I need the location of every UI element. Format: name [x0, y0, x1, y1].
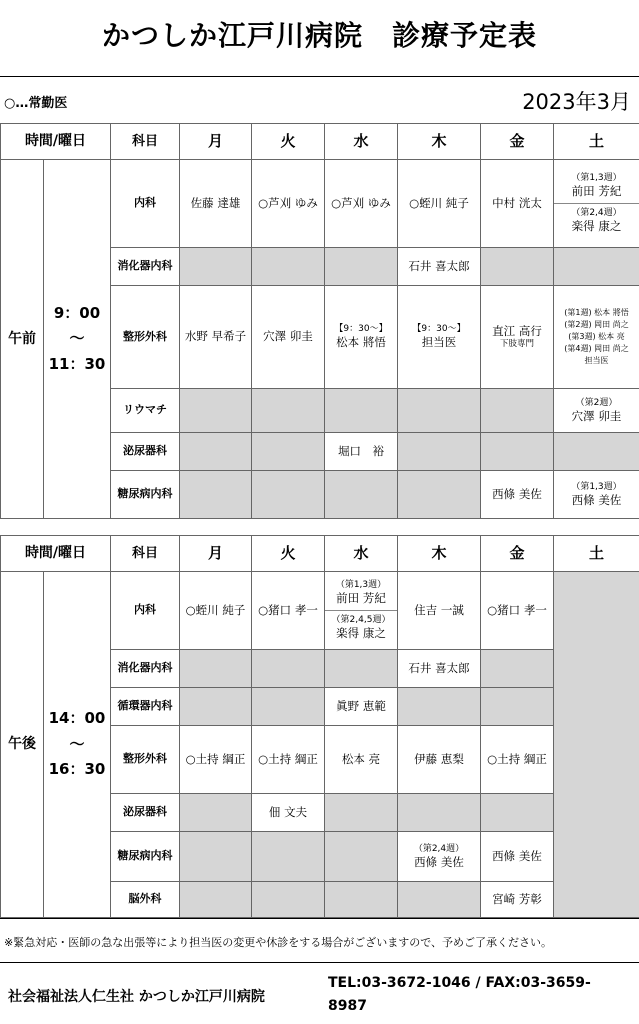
schedule-cell [180, 248, 252, 286]
schedule-cell [180, 688, 252, 726]
schedule-cell [325, 286, 398, 389]
schedule-cell [180, 286, 252, 389]
doctor-name: 西條 美佐 [492, 486, 542, 501]
rotation-block [325, 579, 397, 611]
doctor-name: ○土持 綱正 [185, 751, 246, 766]
schedule-cell [481, 650, 554, 688]
department-name: 消化器内科 [111, 248, 180, 286]
doctor-name: ○土持 綱正 [258, 751, 318, 766]
schedule-cell [554, 248, 639, 286]
schedule-cell [325, 433, 398, 471]
schedule-cell [180, 471, 252, 519]
header-day: 土 [554, 536, 639, 572]
schedule-cell [252, 882, 325, 918]
doctor-name: 前田 芳紀 [336, 591, 386, 606]
page-title: かつしか江戸川病院 診療予定表 [101, 19, 537, 52]
week-note: （第2週） [575, 397, 618, 408]
department-name: 泌尿器科 [111, 433, 180, 471]
afternoon-schedule-table [0, 535, 639, 918]
schedule-cell [252, 389, 325, 433]
week-note: （第2,4週） [413, 843, 465, 854]
doctor-name: ○猪口 孝一 [487, 602, 547, 617]
department-name: 消化器内科 [111, 650, 180, 688]
rotation-block [325, 614, 397, 642]
rotation-line: 担当医 [584, 356, 609, 365]
schedule-cell [481, 794, 554, 832]
header-department: 科目 [111, 124, 180, 160]
schedule-cell [325, 248, 398, 286]
schedule-cell [481, 389, 554, 433]
schedule-cell [325, 471, 398, 519]
week-note: 【9：30～】 [334, 324, 388, 335]
department-name: 整形外科 [111, 726, 180, 794]
department-name: 糖尿病内科 [111, 832, 180, 882]
department-name: 泌尿器科 [111, 794, 180, 832]
header-day: 土 [554, 124, 639, 160]
header-day: 金 [481, 536, 554, 572]
schedule-cell [481, 248, 554, 286]
schedule-cell [398, 572, 481, 650]
schedule-cell [325, 832, 398, 882]
department-name: 内科 [111, 572, 180, 650]
schedule-cell [481, 572, 554, 650]
hospital-name: 社会福祉法人仁生社 かつしか江戸川病院 [8, 989, 265, 1005]
department-name: 整形外科 [111, 286, 180, 389]
schedule-cell [398, 832, 481, 882]
schedule-cell [252, 650, 325, 688]
schedule-cell [252, 794, 325, 832]
rotation-line: (第3週) 松本 亮 [568, 332, 625, 341]
doctor-name: ○蛭川 純子 [409, 195, 469, 210]
schedule-cell [398, 160, 481, 248]
schedule-cell [252, 832, 325, 882]
doctor-name: 石井 喜太郎 [408, 258, 470, 273]
header-day: 水 [325, 536, 398, 572]
schedule-cell [398, 882, 481, 918]
footer-divider [0, 962, 639, 963]
week-note: （第2,4,5週） [331, 615, 391, 625]
schedule-cell [252, 726, 325, 794]
schedule-cell [180, 794, 252, 832]
schedule-cell [481, 882, 554, 918]
schedule-cell [180, 389, 252, 433]
notice-text: ※緊急対応・医師の急な出張等により担当医の変更や休診をする場合がございますので、予めご了承ください。 [4, 936, 552, 949]
schedule-cell [398, 248, 481, 286]
doctor-name: 穴澤 卯圭 [263, 329, 313, 344]
header-time-day: 時間/曜日 [1, 536, 111, 572]
schedule-cell [325, 688, 398, 726]
header-day: 木 [398, 536, 481, 572]
week-note: 【9：30～】 [412, 324, 466, 335]
schedule-cell [554, 286, 639, 389]
schedule-cell [180, 832, 252, 882]
schedule-cell [398, 433, 481, 471]
doctor-name: 眞野 恵範 [336, 698, 386, 713]
rotation-line: (第2週) 岡田 尚之 [564, 320, 629, 329]
schedule-cell [481, 160, 554, 248]
schedule-cell [180, 882, 252, 918]
header-day: 木 [398, 124, 481, 160]
header-department: 科目 [111, 536, 180, 572]
schedule-cell [325, 650, 398, 688]
week-note: （第1,3週） [335, 580, 387, 591]
schedule-cell [252, 688, 325, 726]
doctor-name: 堀口 裕 [338, 443, 384, 458]
schedule-cell [481, 832, 554, 882]
doctor-name: ○芦刈 ゆみ [331, 195, 391, 210]
doctor-name: 松本 將悟 [336, 335, 386, 350]
header-day: 金 [481, 124, 554, 160]
week-note: （第2,4週） [571, 208, 622, 218]
title-divider [0, 76, 639, 77]
specialty-note: 下肢専門 [499, 339, 534, 350]
schedule-cell [325, 160, 398, 248]
doctor-name: 西條 美佐 [414, 854, 464, 869]
session-time: 14：00 ～ 16：30 [44, 572, 111, 918]
rotation-block [554, 172, 639, 204]
doctor-name: 伊藤 恵梨 [414, 751, 464, 766]
schedule-cell [325, 794, 398, 832]
doctor-name: 石井 喜太郎 [408, 660, 470, 675]
schedule-cell [325, 882, 398, 918]
doctor-name: 穴澤 卯圭 [571, 408, 622, 423]
doctor-name: 中村 洸太 [492, 195, 542, 210]
rotation-line: (第1週) 松本 將悟 [564, 308, 629, 317]
doctor-name: ○芦刈 ゆみ [258, 195, 318, 210]
schedule-cell [252, 248, 325, 286]
schedule-row [1, 160, 639, 248]
doctor-name: 楽得 康之 [336, 626, 386, 641]
doctor-name: 前田 芳紀 [571, 184, 622, 199]
schedule-cell [325, 572, 398, 650]
header-day: 月 [180, 536, 252, 572]
doctor-name: 担当医 [421, 335, 457, 350]
schedule-cell [252, 471, 325, 519]
doctor-name: ○土持 綱正 [487, 751, 547, 766]
schedule-row [1, 572, 639, 650]
schedule-cell [398, 650, 481, 688]
schedule-cell [481, 688, 554, 726]
schedule-cell [398, 688, 481, 726]
schedule-cell [180, 650, 252, 688]
period-label: 午後 [1, 572, 44, 918]
schedule-cell [398, 286, 481, 389]
schedule-cell [180, 433, 252, 471]
doctor-name: 松本 亮 [341, 751, 381, 766]
header-time-day: 時間/曜日 [1, 124, 111, 160]
doctor-name: 住吉 一誠 [414, 602, 464, 617]
notice-divider [0, 918, 639, 919]
header-day: 水 [325, 124, 398, 160]
contact-numbers: TEL:03-3672-1046 / FAX:03-3659-8987 [328, 975, 591, 1015]
schedule-cell [252, 286, 325, 389]
department-name: リウマチ [111, 389, 180, 433]
period-label: 午前 [1, 160, 44, 519]
header-day: 火 [252, 536, 325, 572]
schedule-cell [325, 389, 398, 433]
doctor-name: ○猪口 孝一 [258, 602, 318, 617]
saturday-closed-cell [554, 572, 639, 918]
department-name: 内科 [111, 160, 180, 248]
schedule-cell [398, 389, 481, 433]
header-day: 月 [180, 124, 252, 160]
week-note: （第1,3週） [571, 173, 622, 184]
doctor-name: 宮崎 芳彰 [492, 891, 542, 906]
doctor-name: ○蛭川 純子 [185, 602, 246, 617]
schedule-cell [398, 726, 481, 794]
schedule-cell [180, 572, 252, 650]
schedule-cell [325, 726, 398, 794]
schedule-month: 2023年3月 [522, 90, 631, 114]
schedule-cell [554, 389, 639, 433]
schedule-cell [252, 433, 325, 471]
header-day: 火 [252, 124, 325, 160]
schedule-cell [554, 160, 639, 248]
schedule-cell [481, 471, 554, 519]
doctor-name: 西條 美佐 [571, 492, 622, 507]
department-name: 糖尿病内科 [111, 471, 180, 519]
schedule-cell [398, 794, 481, 832]
doctor-name: 佐藤 達雄 [190, 195, 241, 210]
week-note: （第1,3週） [571, 481, 622, 492]
schedule-cell [554, 471, 639, 519]
schedule-cell [252, 572, 325, 650]
morning-schedule-table [0, 123, 639, 519]
doctor-name: 佃 文夫 [268, 804, 308, 819]
schedule-cell [481, 726, 554, 794]
schedule-cell [180, 160, 252, 248]
doctor-name: 西條 美佐 [492, 848, 542, 863]
schedule-cell [252, 160, 325, 248]
schedule-cell [481, 286, 554, 389]
schedule-cell [481, 433, 554, 471]
schedule-cell [398, 471, 481, 519]
doctor-name: 直江 高行 [492, 323, 542, 338]
rotation-block [554, 207, 639, 235]
doctor-name: 水野 早希子 [184, 329, 247, 344]
session-time: 9：00 ～ 11：30 [44, 160, 111, 519]
doctor-name: 楽得 康之 [571, 219, 622, 234]
schedule-cell [180, 726, 252, 794]
department-name: 循環器内科 [111, 688, 180, 726]
rotation-line: (第4週) 岡田 尚之 [564, 344, 629, 353]
department-name: 脳外科 [111, 882, 180, 918]
legend-fulltime: ○…常勤医 [4, 96, 68, 111]
schedule-cell [554, 433, 639, 471]
